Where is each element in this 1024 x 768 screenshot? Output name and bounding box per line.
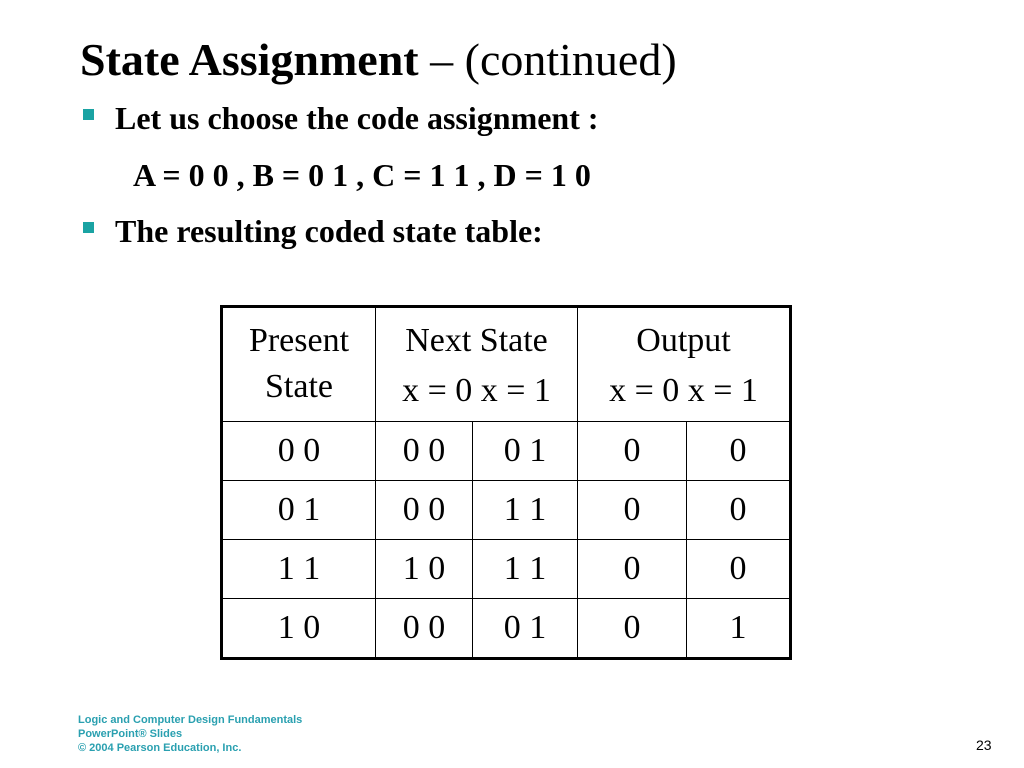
cell-output-x1: 0	[687, 422, 791, 481]
table-row	[222, 481, 791, 540]
slide-title	[80, 30, 677, 90]
footer-line-2: PowerPoint® Slides	[78, 728, 183, 740]
header-next-state-sub: x = 0 x = 1	[402, 372, 551, 409]
cell-present-state: 1 1	[222, 540, 376, 599]
cell-output-x1: 0	[687, 481, 791, 540]
cell-output-x0: 0	[578, 481, 687, 540]
cell-next-x1: 0 1	[473, 422, 578, 481]
square-bullet-icon	[83, 222, 94, 233]
table-header-row	[222, 307, 791, 422]
cell-next-x0: 0 0	[376, 422, 473, 481]
cell-output-x1: 1	[687, 599, 791, 659]
cell-present-state: 0 1	[222, 481, 376, 540]
header-next-state-label: Next State	[405, 322, 548, 359]
header-next-state	[376, 307, 578, 422]
cell-next-x1: 0 1	[473, 599, 578, 659]
footer-credits	[78, 713, 302, 755]
table-row	[222, 540, 791, 599]
code-assignment-line: A = 0 0 , B = 0 1 , C = 1 1 , D = 1 0	[133, 157, 591, 193]
footer-line-3: © 2004 Pearson Education, Inc.	[78, 742, 242, 754]
header-present-state	[222, 307, 376, 422]
title-main: State Assignment	[80, 34, 419, 85]
cell-output-x0: 0	[578, 540, 687, 599]
header-output-label: Output	[636, 322, 731, 359]
coded-state-table	[220, 305, 792, 660]
cell-output-x0: 0	[578, 599, 687, 659]
bullet-text-1: Let us choose the code assignment :	[115, 100, 599, 136]
header-present-state-label: Present State	[248, 322, 350, 405]
table-row	[222, 599, 791, 659]
bullet-item-1	[83, 98, 599, 138]
page-number: 23	[976, 737, 992, 753]
cell-output-x1: 0	[687, 540, 791, 599]
cell-next-x0: 0 0	[376, 599, 473, 659]
footer-line-1: Logic and Computer Design Fundamentals	[78, 714, 303, 726]
table-row	[222, 422, 791, 481]
square-bullet-icon	[83, 109, 94, 120]
cell-next-x0: 1 0	[376, 540, 473, 599]
header-output-sub: x = 0 x = 1	[609, 372, 758, 409]
cell-next-x0: 0 0	[376, 481, 473, 540]
cell-next-x1: 1 1	[473, 540, 578, 599]
cell-next-x1: 1 1	[473, 481, 578, 540]
title-suffix: – (continued)	[418, 34, 677, 85]
bullet-text-2: The resulting coded state table:	[115, 213, 543, 249]
cell-present-state: 0 0	[222, 422, 376, 481]
cell-output-x0: 0	[578, 422, 687, 481]
cell-present-state: 1 0	[222, 599, 376, 659]
bullet-item-2	[83, 211, 543, 251]
header-output	[578, 307, 791, 422]
